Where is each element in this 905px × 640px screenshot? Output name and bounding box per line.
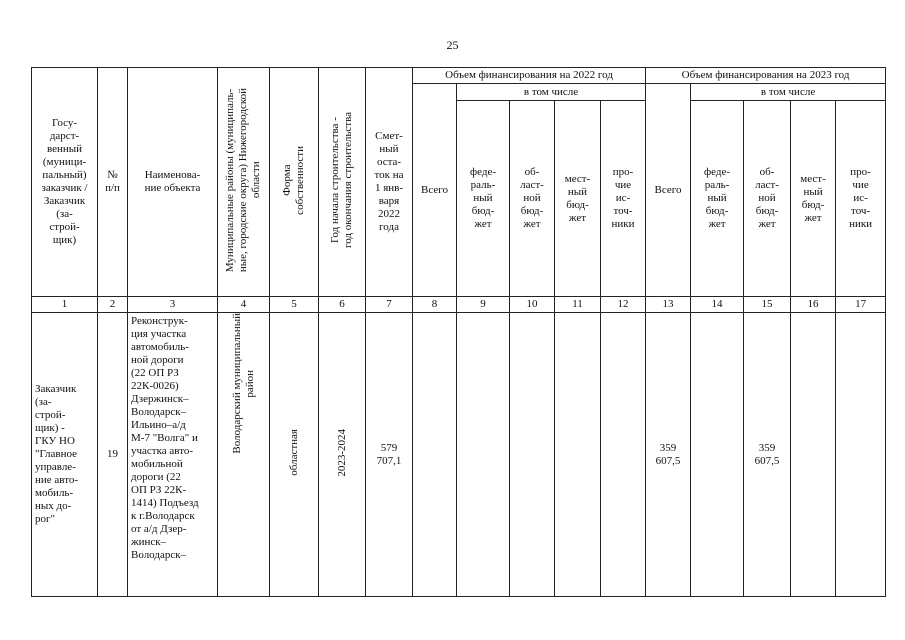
- row-regional-2022: [510, 313, 555, 597]
- header-object-name: Наименова- ние объекта: [128, 68, 218, 297]
- header-other-2022: про- чие ис- точ- ники: [601, 101, 646, 297]
- header-other-2023: про- чие ис- точ- ники: [836, 101, 886, 297]
- row-district-text: Володарский муниципальный район: [230, 313, 256, 454]
- row-local-2023: [791, 313, 836, 597]
- header-financing-2023: Объем финансирования на 2023 год: [646, 68, 886, 84]
- column-number: 6: [319, 297, 366, 313]
- header-regional-2022: об- ласт- ной бюд- жет: [510, 101, 555, 297]
- column-number: 11: [555, 297, 601, 313]
- column-number: 1: [32, 297, 98, 313]
- column-number: 3: [128, 297, 218, 313]
- header-local-2022: мест- ный бюд- жет: [555, 101, 601, 297]
- column-number: 15: [744, 297, 791, 313]
- row-estimated-balance: 579 707,1: [366, 313, 413, 597]
- header-district-text: Муниципальные районы (муниципаль- ные, городские округа) Нижегородской области: [224, 87, 262, 273]
- row-ownership-text: областная: [287, 429, 300, 476]
- row-district: [218, 313, 270, 597]
- column-number: 17: [836, 297, 886, 313]
- row-years: [319, 313, 366, 597]
- header-customer: Госу- дарст- венный (муници- пальный) заказчик / Заказчик (за- строй- щик): [32, 68, 98, 297]
- row-total-2023: 359 607,5: [646, 313, 691, 597]
- header-years-text: Год начала строительства - год окончания строительства: [329, 112, 354, 248]
- column-number: 16: [791, 297, 836, 313]
- row-other-2023: [836, 313, 886, 597]
- header-district: [218, 68, 270, 297]
- header-ownership: [270, 68, 319, 297]
- column-number: 10: [510, 297, 555, 313]
- column-number: 12: [601, 297, 646, 313]
- header-federal-2022: феде- раль- ный бюд- жет: [457, 101, 510, 297]
- column-number: 14: [691, 297, 744, 313]
- row-ownership: [270, 313, 319, 597]
- header-ownership-text: Форма собственности: [281, 145, 306, 215]
- column-number: 4: [218, 297, 270, 313]
- row-customer: Заказчик (за- строй- щик) - ГКУ НО "Главное управле- ние авто- мобиль- ных до- рог": [32, 313, 98, 597]
- header-including-2022: в том числе: [457, 84, 646, 101]
- header-including-2023: в том числе: [691, 84, 886, 101]
- column-number: 13: [646, 297, 691, 313]
- header-federal-2023: феде- раль- ный бюд- жет: [691, 101, 744, 297]
- row-object-name: Реконструк- ция участка автомобиль- ной дороги (22 ОП РЗ 22К-0026) Дзержинск– Володарск– Ильино–а/д М-7 "Волга" и участка авто- мобильной дороги (22 ОП РЗ 22К- 1414) Подъезд к г.Володарск от а/д Дзер- жинск– Володарск–: [128, 313, 218, 597]
- header-local-2023: мест- ный бюд- жет: [791, 101, 836, 297]
- row-years-text: 2023-2024: [335, 428, 348, 477]
- header-years: [319, 68, 366, 297]
- financing-table: [31, 67, 886, 597]
- column-number: 5: [270, 297, 319, 313]
- header-regional-2023: об- ласт- ной бюд- жет: [744, 101, 791, 297]
- row-federal-2023: [691, 313, 744, 597]
- column-number: 8: [413, 297, 457, 313]
- row-federal-2022: [457, 313, 510, 597]
- column-number-row: [32, 297, 886, 313]
- row-regional-2023: 359 607,5: [744, 313, 791, 597]
- header-total-2023: Всего: [646, 84, 691, 297]
- page-number: 25: [446, 38, 459, 52]
- row-number: 19: [98, 313, 128, 597]
- column-number: 7: [366, 297, 413, 313]
- table-row: [32, 313, 886, 597]
- header-financing-2022: Объем финансирования на 2022 год: [413, 68, 646, 84]
- header-total-2022: Всего: [413, 84, 457, 297]
- column-number: 2: [98, 297, 128, 313]
- row-other-2022: [601, 313, 646, 597]
- header-estimated-balance: Смет- ный остa- ток на 1 янв- варя 2022 года: [366, 68, 413, 297]
- row-local-2022: [555, 313, 601, 597]
- column-number: 9: [457, 297, 510, 313]
- header-number: № п/п: [98, 68, 128, 297]
- row-total-2022: [413, 313, 457, 597]
